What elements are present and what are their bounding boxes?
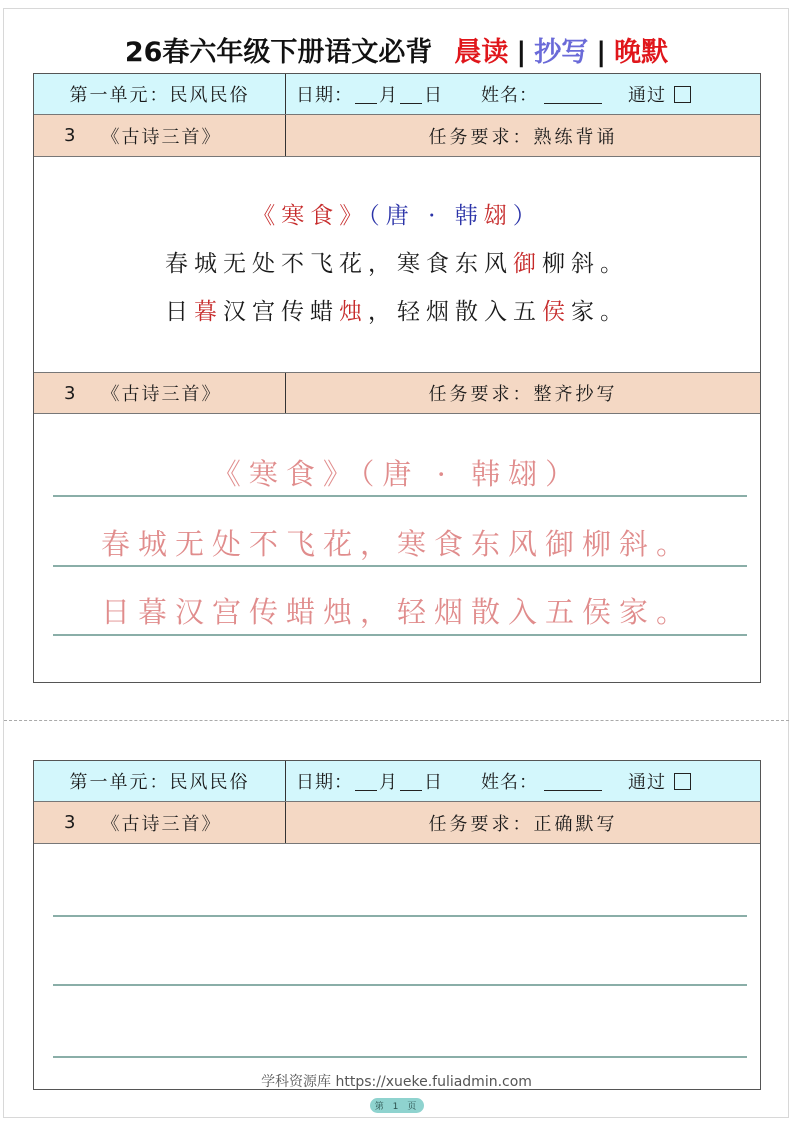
lesson-cell — [34, 115, 286, 156]
task-row-recite — [34, 115, 760, 157]
highlight-char: 侯 — [542, 299, 571, 325]
task-requirement: 任务要求：熟练背诵 — [428, 126, 618, 148]
month-blank[interactable] — [355, 85, 377, 104]
writing-line — [53, 984, 747, 986]
date-name-cell — [286, 74, 760, 114]
day-blank[interactable] — [400, 772, 422, 791]
unit-label: 第一单元：民风民俗 — [34, 761, 286, 801]
task-requirement: 任务要求：整齐抄写 — [428, 384, 618, 405]
poem-author-highlight: 翃 — [483, 203, 513, 229]
lesson-title: 《古诗三首》 — [101, 384, 222, 405]
writing-line — [53, 634, 747, 636]
lesson-title: 《古诗三首》 — [101, 126, 222, 148]
unit-label: 第一单元：民风民俗 — [34, 74, 286, 114]
text-segment: 家。 — [571, 299, 629, 325]
title-separator: | — [596, 37, 607, 68]
month-blank[interactable] — [355, 772, 377, 791]
writing-line — [53, 495, 747, 497]
date-label: 日期： — [296, 772, 353, 793]
pass-checkbox[interactable] — [674, 86, 691, 103]
copy-section — [34, 414, 760, 684]
name-label: 姓名： — [481, 772, 538, 793]
pass-label: 通过 — [628, 85, 666, 106]
day-label: 日 — [424, 772, 443, 793]
dictation-section[interactable] — [34, 844, 760, 1089]
writing-line — [53, 915, 747, 917]
trace-poem-line-1: 春城无处不飞花，寒食东风御柳斜。 — [100, 527, 693, 561]
poem-author-close: ） — [512, 203, 542, 229]
lesson-number: 3 — [64, 382, 78, 404]
worksheet-card-bottom — [33, 760, 761, 1090]
trace-poem-title: 《寒食》（唐 · 韩翃） — [211, 457, 583, 491]
text-segment: 柳斜。 — [542, 251, 629, 277]
month-label: 月 — [379, 85, 398, 106]
watermark-text: 学科资源库 https://xueke.fuliadmin.com — [261, 1074, 532, 1090]
text-segment: 春城无处不飞花，寒食东风 — [165, 251, 513, 277]
info-row — [34, 761, 760, 802]
task-requirement: 任务要求：正确默写 — [428, 813, 618, 835]
day-label: 日 — [424, 85, 443, 106]
date-label: 日期： — [296, 85, 353, 106]
poem-title — [34, 197, 760, 230]
cut-line-divider — [4, 720, 789, 721]
highlight-char: 暮 — [194, 299, 223, 325]
text-segment: ，轻烟散入五 — [368, 299, 542, 325]
text-segment: 汉宫传蜡 — [223, 299, 339, 325]
mode-copy-label: 抄写 — [534, 37, 589, 68]
poem-author: （唐 · 韩 — [368, 203, 484, 229]
lesson-title: 《古诗三首》 — [101, 813, 222, 835]
writing-line — [53, 565, 747, 567]
title-main: 26春六年级下册语文必背 — [124, 37, 433, 68]
day-blank[interactable] — [400, 85, 422, 104]
mode-read-label: 晨读 — [454, 37, 509, 68]
text-segment: 日 — [165, 299, 194, 325]
lesson-cell — [34, 802, 286, 843]
lesson-number: 3 — [64, 812, 78, 833]
info-row — [34, 74, 760, 115]
name-blank[interactable] — [544, 85, 602, 104]
writing-line — [53, 1056, 747, 1058]
page-title — [0, 30, 793, 69]
task-row-dictate — [34, 802, 760, 844]
pass-label: 通过 — [628, 772, 666, 793]
poem-title-book: 《寒食》 — [252, 203, 369, 229]
lesson-number: 3 — [64, 125, 78, 146]
trace-poem-line-2: 日暮汉宫传蜡烛，轻烟散入五侯家。 — [100, 595, 693, 629]
highlight-char: 烛 — [339, 299, 368, 325]
lesson-cell — [34, 373, 286, 413]
poem-line-1 — [34, 245, 760, 278]
page-number-badge: 第 1 页 — [370, 1098, 424, 1113]
pass-checkbox[interactable] — [674, 773, 691, 790]
poem-line-2 — [34, 293, 760, 326]
worksheet-card-top — [33, 73, 761, 683]
month-label: 月 — [379, 772, 398, 793]
recite-section — [34, 157, 760, 372]
date-name-cell — [286, 761, 760, 801]
mode-dictate-label: 晚默 — [614, 37, 669, 68]
name-label: 姓名： — [481, 85, 538, 106]
highlight-char: 御 — [513, 251, 542, 277]
title-separator: | — [516, 37, 527, 68]
name-blank[interactable] — [544, 772, 602, 791]
task-row-copy — [34, 372, 760, 414]
